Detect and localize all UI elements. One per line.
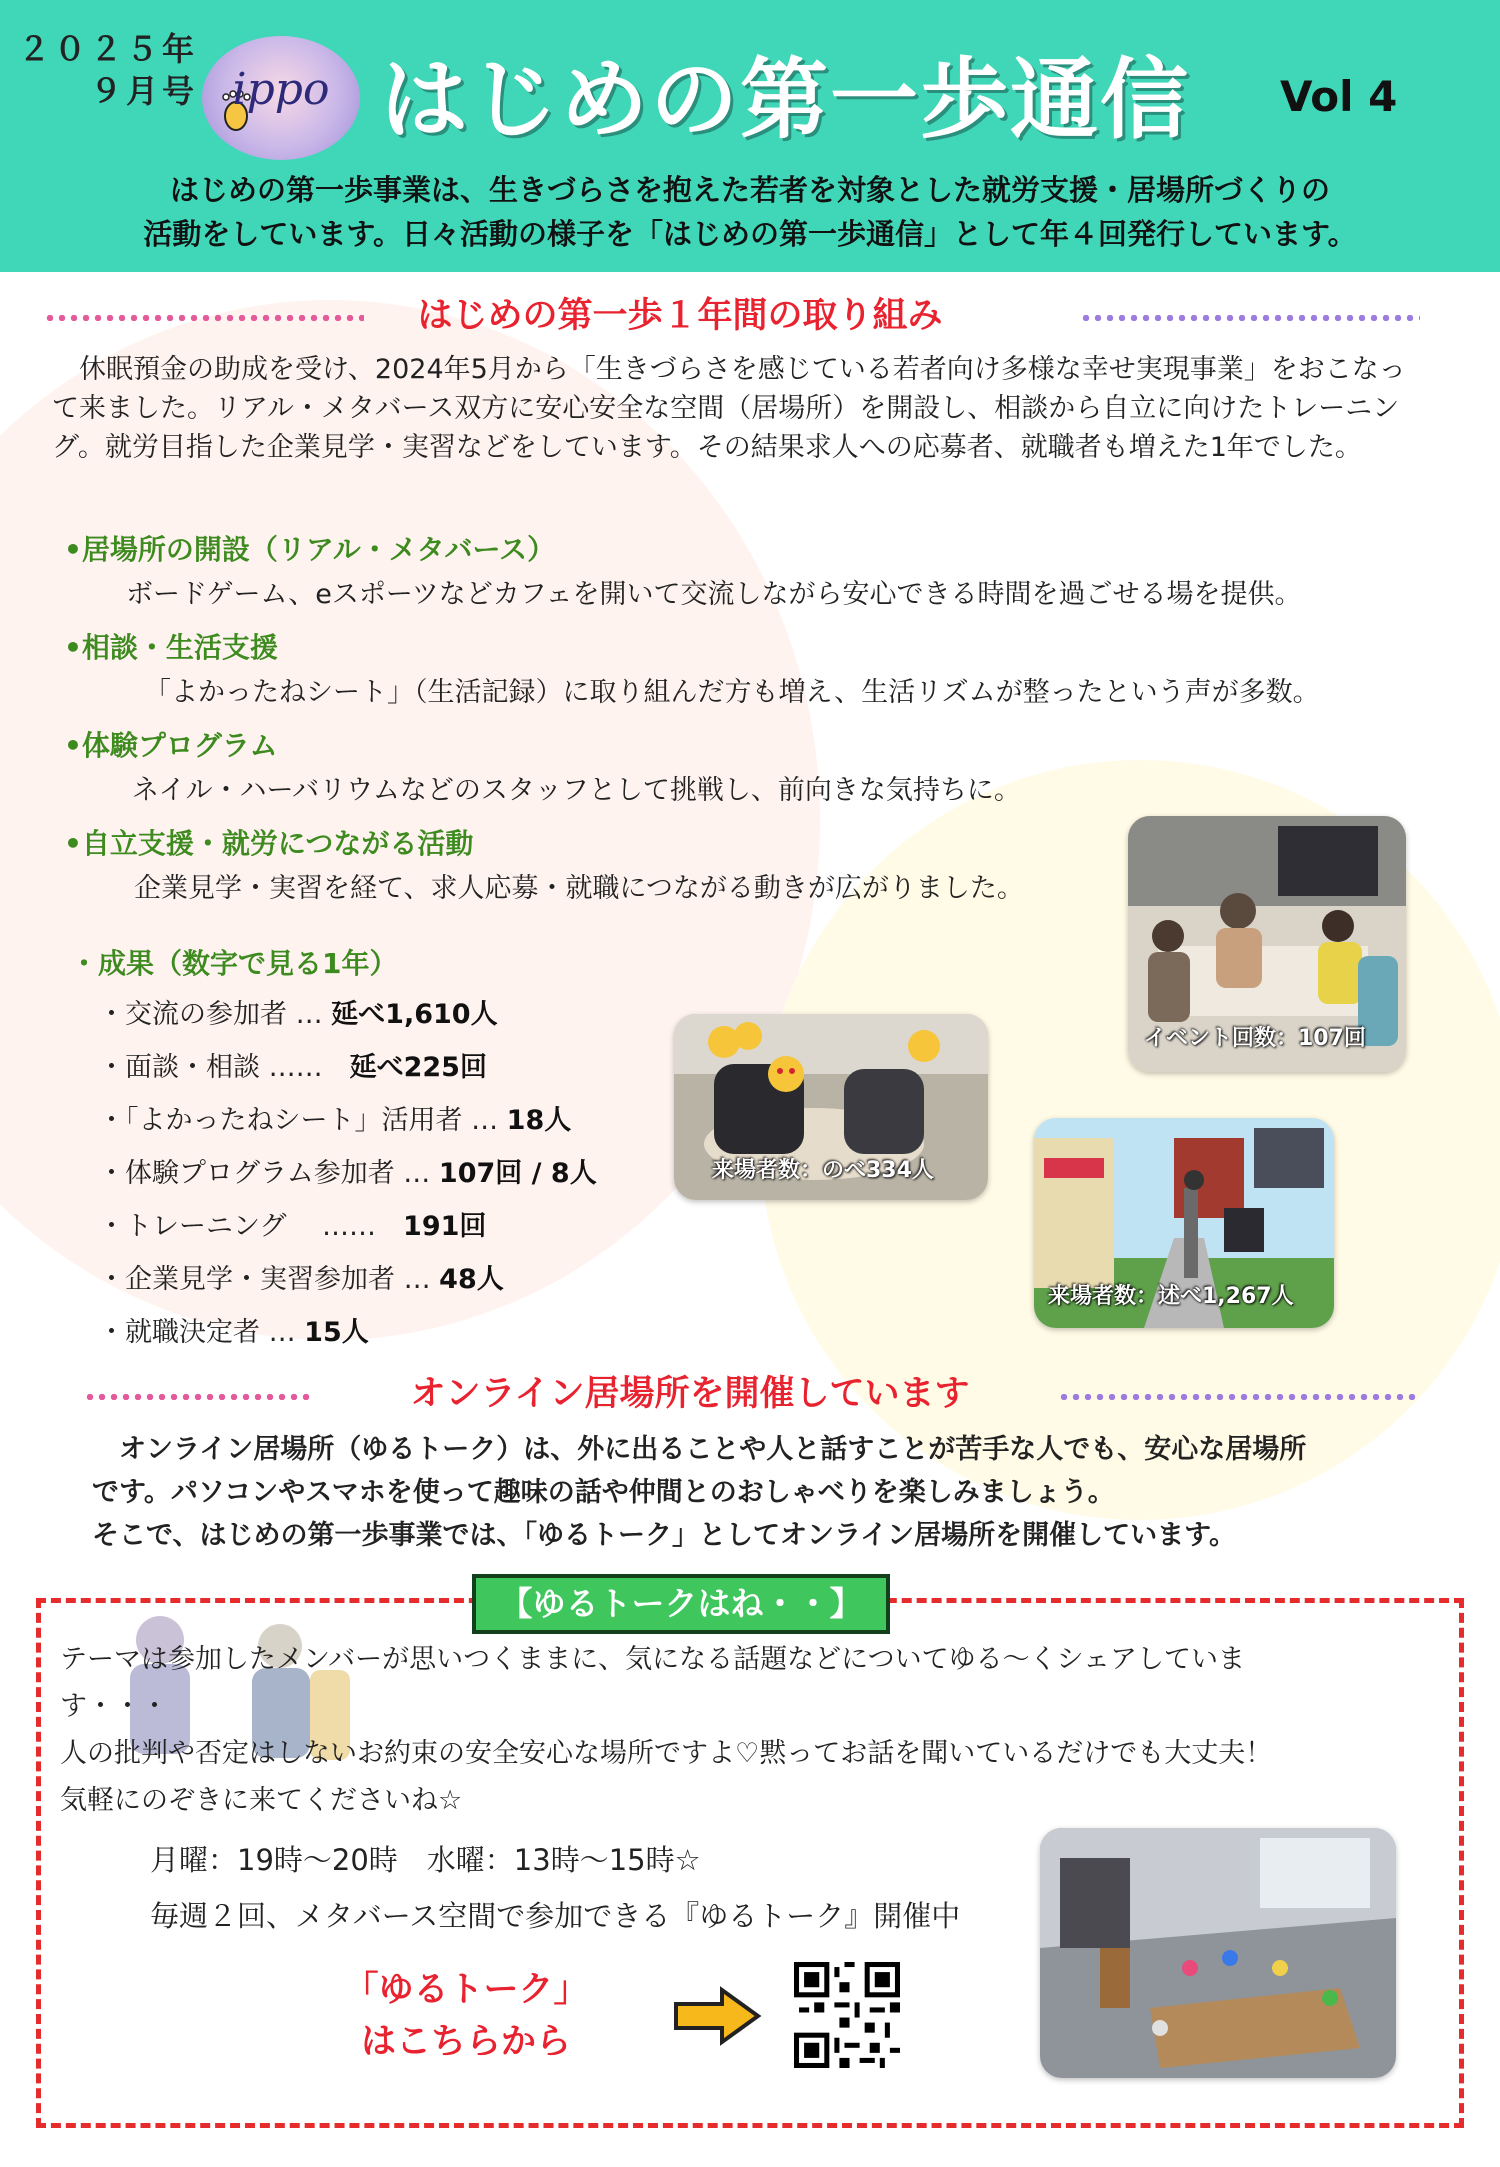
stat-value: 18人 bbox=[506, 1105, 572, 1136]
cta-text bbox=[296, 1964, 636, 2068]
activity-item bbox=[64, 626, 1444, 724]
stat-label: ・体験プログラム参加者 … bbox=[98, 1158, 439, 1189]
dotted-divider bbox=[44, 315, 364, 321]
section-title-online: オンライン居場所を開催しています bbox=[410, 1374, 970, 1414]
photo-caption: 来場者数：のべ334人 bbox=[712, 1158, 934, 1183]
event-photo bbox=[1128, 816, 1406, 1072]
newsletter-title: はじめの第一歩通信 bbox=[380, 48, 1191, 151]
stat-label: ・トレーニング …… bbox=[98, 1211, 404, 1242]
volume-number: Vol 4 bbox=[1280, 72, 1398, 121]
online-line-1: オンライン居場所（ゆるトーク）は、外に出ることや人と話すことが苦手な人でも、安心な居場所 bbox=[92, 1434, 1307, 1465]
yurutalk-description bbox=[60, 1636, 1420, 1824]
metaverse-room-photo bbox=[1040, 1828, 1396, 2078]
arrow-right-icon bbox=[672, 1986, 762, 2046]
stat-label: ・「よかったねシート」活用者 … bbox=[98, 1105, 507, 1136]
activity-head: •居場所の開設（リアル・メタバース） bbox=[64, 533, 556, 566]
stat-row bbox=[98, 1098, 718, 1151]
ippo-logo bbox=[202, 36, 360, 160]
box-line-3: 人の批判や否定はしないお約束の安全安心な場所ですよ♡黙ってお話を聞いているだけでも大丈夫！ bbox=[60, 1738, 1273, 1769]
activity-item bbox=[64, 724, 1444, 822]
stat-row bbox=[98, 992, 718, 1045]
stat-row bbox=[98, 1151, 718, 1204]
stat-label: ・企業見学・実習参加者 … bbox=[98, 1264, 440, 1295]
metaverse-photo bbox=[1034, 1118, 1334, 1328]
stat-row bbox=[98, 1204, 718, 1257]
stat-label: ・面談・相談 …… bbox=[98, 1052, 350, 1083]
online-paragraph bbox=[92, 1428, 1452, 1557]
online-line-3: そこで、はじめの第一歩事業では、「ゆるトーク」としてオンライン居場所を開催しています。 bbox=[92, 1520, 1236, 1551]
activity-text: 「よかったねシート」（生活記録）に取り組んだ方も増え、生活リズムが整ったという声が多数。 bbox=[144, 677, 1320, 708]
metaverse-room-image bbox=[1040, 1828, 1396, 2078]
yurutalk-label: 【ゆるトークはね・・】 bbox=[472, 1574, 890, 1634]
issue-month: ９月号 bbox=[89, 72, 198, 110]
issue-year: ２０２５年 bbox=[18, 30, 199, 68]
dotted-divider bbox=[1058, 1394, 1418, 1400]
weekly-text: 毎週２回、メタバース空間で参加できる『ゆるトーク』開催中 bbox=[150, 1899, 961, 1933]
header-intro bbox=[40, 168, 1460, 256]
yearly-paragraph: 休眠預金の助成を受け、2024年5月から「生きづらさを感じている若者向け多様な幸せ実現事業」をおこなって来ました。リアル・メタバース双方に安心安全な空間（居場所）を開設し、相談から自立に向けたトレーニング。就労目指した企業見学・実習などをしています。その結果求人への応募者、就職者も増えた1年でした。 bbox=[52, 354, 1406, 463]
logo-text: ippo bbox=[232, 64, 330, 115]
stat-label: ・交流の参加者 … bbox=[98, 999, 332, 1030]
schedule-text: 月曜：19時～20時 水曜：13時～15時☆ bbox=[150, 1843, 701, 1877]
stat-value: 延べ1,610人 bbox=[331, 999, 498, 1030]
section-title-yearly: はじめの第一歩１年間の取り組み bbox=[417, 296, 943, 336]
dotted-divider bbox=[84, 1394, 314, 1400]
activity-text: ネイル・ハーバリウムなどのスタッフとして挑戦し、前向きな気持ちに。 bbox=[132, 775, 1021, 806]
online-line-2: です。パソコンやスマホを使って趣味の話や仲間とのおしゃべりを楽しみましょう。 bbox=[92, 1477, 1115, 1508]
cafe-photo bbox=[674, 1014, 988, 1200]
results-heading: ・成果（数字で見る1年） bbox=[70, 947, 398, 980]
stat-value: 107回 / 8人 bbox=[438, 1158, 597, 1189]
stat-value: 延べ225回 bbox=[349, 1052, 487, 1083]
stat-value: 48人 bbox=[439, 1264, 504, 1295]
intro-line-1: はじめの第一歩事業は、生きづらさを抱えた若者を対象とした就労支援・居場所づくりの bbox=[169, 173, 1330, 207]
stat-value: 15人 bbox=[304, 1317, 369, 1348]
issue-date bbox=[18, 28, 198, 112]
cta-line-2: はこちらから bbox=[360, 2022, 571, 2062]
results-list bbox=[98, 992, 718, 1363]
intro-line-2: 活動をしています。日々活動の様子を「はじめの第一歩通信」として年４回発行しています。 bbox=[143, 217, 1357, 251]
stat-value: 191回 bbox=[403, 1211, 487, 1242]
box-line-2: す・・・ bbox=[60, 1691, 168, 1722]
activity-text: 企業見学・実習を経て、求人応募・就職につながる動きが広がりました。 bbox=[134, 873, 1024, 904]
box-line-1: テーマは参加したメンバーが思いつくままに、気になる話題などについてゆる～くシェアしていま bbox=[60, 1644, 1246, 1675]
photo-caption: 来場者数：述べ1,267人 bbox=[1048, 1284, 1294, 1309]
box-line-4: 気軽にのぞきに来てくださいね☆ bbox=[60, 1785, 463, 1816]
cta-line-1: 「ゆるトーク」 bbox=[343, 1970, 589, 2010]
dotted-divider bbox=[1080, 315, 1420, 321]
stat-row bbox=[98, 1045, 718, 1098]
activity-head: •自立支援・就労につながる活動 bbox=[64, 827, 474, 860]
stat-label: ・就職決定者 … bbox=[98, 1317, 305, 1348]
activity-head: •相談・生活支援 bbox=[64, 631, 278, 664]
activity-head: •体験プログラム bbox=[64, 729, 278, 762]
activity-item bbox=[64, 528, 1444, 626]
stat-row bbox=[98, 1257, 718, 1310]
activity-text: ボードゲーム、eスポーツなどカフェを開いて交流しながら安心できる時間を過ごせる場を提供。 bbox=[126, 579, 1302, 610]
stat-row bbox=[98, 1310, 718, 1363]
qr-code-icon[interactable] bbox=[794, 1962, 900, 2068]
photo-caption: イベント回数：107回 bbox=[1144, 1026, 1366, 1051]
